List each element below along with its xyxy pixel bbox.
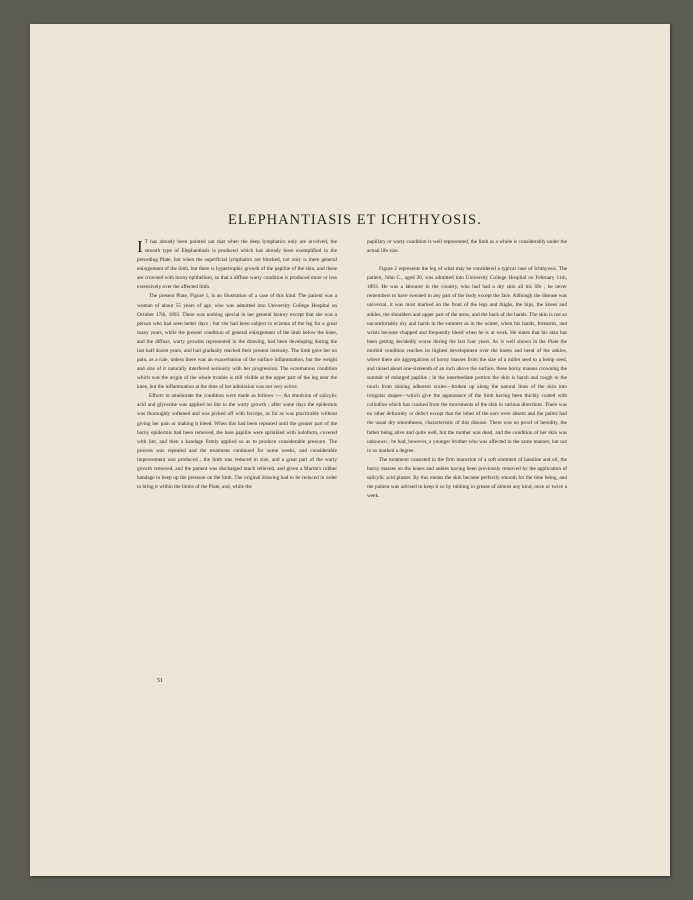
paragraph: Efforts to ameliorate the condition were made as follows :— An emulsion of salicylic acid and glycerine was applied on lint to the warty growth ; after some days the epidermis was thoroughly softened and was picked off with forceps, as far as was practicable without giving her pain or making it bleed. When this had been repeated until the greater part of the horny epidermis had been removed, the bare papillæ were sprinkled with iodoform, covered with lint, and then a bandage firmly applied so as to produce considerable pressure. The process was repeated and the treatment continued for some weeks, and considerable improvement was produced ; the limb was reduced in size, and a great part of the warty growth removed, and the patient was discharged much relieved, and given a Martin's rubber bandage to keep up the pressure on the limb. The original drawing had to be reduced in order to bring it within the limits of the Plate, and, while the <box>137 393 337 491</box>
paragraph <box>137 238 337 292</box>
left-column <box>137 238 337 492</box>
paragraph: The present Plate, Figure 1, is an illustration of a case of this kind. The patient was a woman of about 55 years of age, who was admitted into University College Hospital on October 17th, 1893. There was nothing special in her general history except that she was a person who had seen better days ; but she had been subject to eczema of the leg for a great many years, while the present condition of general enlargement of the limb below the knee, and the diffuse, warty growths represented in the drawing, had been developing during the last half dozen years, and had gradually reached their present intensity. The limb gave her no pain, as a rule, unless there was an exacerbation of the surface inflammation, but the weight and size of it naturally interfered seriously with her progression. The eczematous condition which was the origin of the whole trouble is still visible at the upper part of the leg near the knee, but the inflammation at the time of her admission was not very active. <box>137 293 337 391</box>
right-column <box>367 238 567 501</box>
paragraph: The treatment consisted in the firm inunction of a soft ointment of lanoline and oil, the horny masses on the knees and ankles having been previously removed by the application of salicylic acid plaster. By this means the skin became perfectly smooth for the time being, and the patient was advised to keep it so by rubbing in grease of almost any kind, once or twice a week. <box>367 456 567 500</box>
paragraph: papillary or warty condition is well represented, the limb as a whole is considerably under the actual life size. <box>367 239 567 255</box>
page-number: 51 <box>157 678 163 684</box>
document-page <box>30 24 670 876</box>
drop-cap: I <box>137 237 143 256</box>
page-title: ELEPHANTIASIS ET ICHTHYOSIS. <box>228 212 482 228</box>
paragraph: Figure 2 represents the leg of what may be considered a typical case of Ichthyosis. The patient, John C., aged 20, was admitted into University College Hospital on February 11th, 1893. He was a labourer in the country, who had had a dry skin all his life ; he never remembers to have sweated in any part of the body except the face. Although the disease was universal, it was most marked on the front of the legs and thighs, the hips, the knees and ankles, the shoulders and upper part of the arms, and the back of the hands. The skin is not so uncomfortably dry and harsh in the summer as in the winter, when his hands, forearms, and wrists become chapped and frequently bleed when he is at work. He states that his skin has been getting decidedly worse during the last four years. As is well shown in the Plate the morbid condition reaches its highest development over the knees and bend of the ankles, where there are aggregations of horny masses from the size of a millet seed to a hemp seed, and raised about one-sixteenth of an inch above the surface, these horny masses crowning the summit of enlarged papillæ ; in the intermediate portion the skin is harsh and rough to the touch from shining adherent scales—broken up along the natural lines of the skin into irregular shapes—which give the appearance of the limb having been thickly coated with collodion which has cracked from the movements of the skin in various directions. There was no other deformity or defect except that the lobes of the ears were absent and the palms had the usual dry smoothness, characteristic of this disease. There was no proof of heredity, the father being alive and quite well, but the mother was dead, and the condition of her skin was unknown ; he had, however, a younger brother who was affected in the same manner, but not in so marked a degree. <box>367 266 567 454</box>
paragraph-text: T has already been pointed out that when the deep lymphatics only are involved, the smooth type of Elephantiasis is produced which has already been exemplified in the preceding Plate, but when the superficial lymphatics are blocked, not only is there general enlargement of the limb, but there is hypertrophic growth of the papillæ of the skin, and these are crowned with horny epithelium, so that a diffuse warty condition is produced more or less extensively over the affected limb. <box>137 239 337 291</box>
